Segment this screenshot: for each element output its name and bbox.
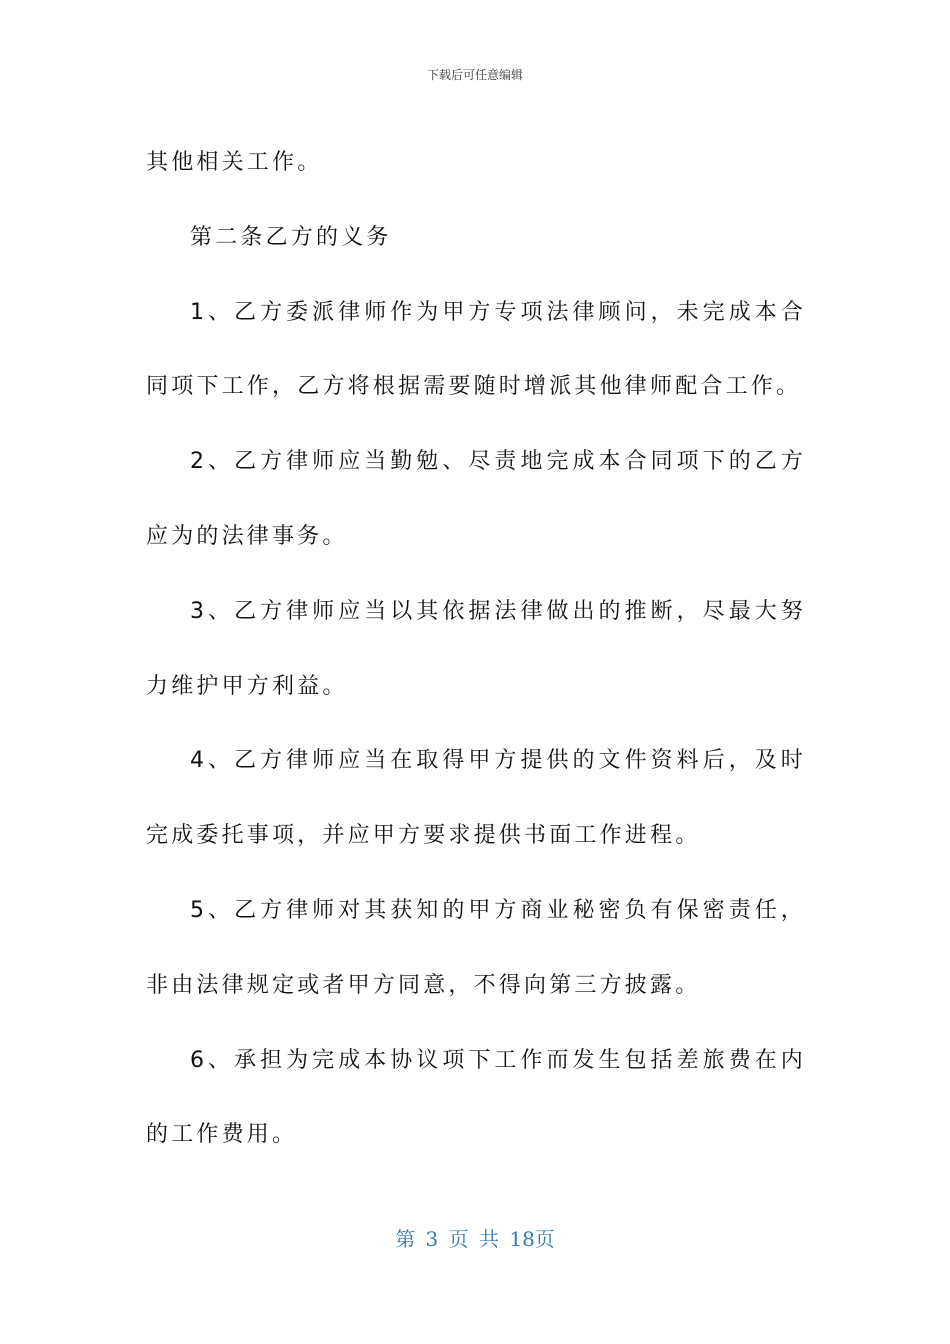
paragraph-item-6: 6、承担为完成本协议项下工作而发生包括差旅费在内的工作费用。: [146, 1047, 806, 1148]
section-heading: 第二条乙方的义务: [190, 224, 392, 250]
document-body: [146, 126, 806, 1173]
paragraph-item-4: 4、乙方律师应当在取得甲方提供的文件资料后，及时完成委托事项，并应甲方要求提供书面工作进程。: [146, 748, 806, 849]
paragraph-item-2: 2、乙方律师应当勤勉、尽责地完成本合同项下的乙方应为的法律事务。: [146, 449, 806, 549]
header-note: 下载后可任意编辑: [426, 68, 523, 82]
page-number-footer: 第 3 页 共 18页: [395, 1227, 555, 1251]
paragraph-item-3: 3、乙方律师应当以其依据法律做出的推断，尽最大努力维护甲方利益。: [146, 598, 806, 699]
paragraph-item-5: 5、乙方律师对其获知的甲方商业秘密负有保密责任，非由法律规定或者甲方同意，不得向第三方披露。: [146, 897, 806, 998]
paragraph-1: 其他相关工作。: [146, 150, 323, 175]
paragraph-item-1: 1、乙方委派律师作为甲方专项法律顾问，未完成本合同项下工作，乙方将根据需要随时增派其他律师配合工作。: [146, 299, 806, 400]
